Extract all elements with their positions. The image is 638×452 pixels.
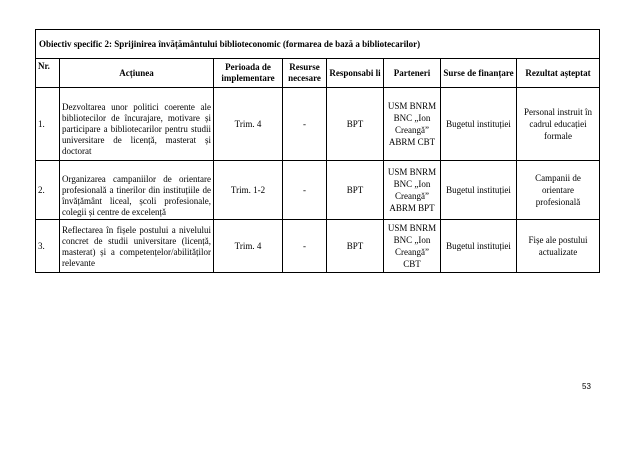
row-partners: USM BNRM BNC „Ion Creangă” CBT: [384, 220, 441, 273]
table-row: [36, 220, 600, 273]
row-action-text: Dezvoltarea unor politici coerente ale bibliotecilor de încurajare, motivare și participare a bibliotecarilor pentru studii universitare de licență, masterat și doctorat: [62, 102, 211, 156]
row-period: Trim. 4: [214, 220, 283, 273]
row-action-text: Reflectarea în fișele postului a nivelului concret de studii universitare (licență, masterat) și a competențelor/abilităților relevante: [62, 225, 211, 268]
row-responsible: BPT: [327, 220, 384, 273]
row-resources: -: [283, 161, 327, 220]
row-responsible: BPT: [327, 88, 384, 161]
row-action: [60, 88, 214, 161]
header-surse: Surse de finanțare: [441, 59, 517, 88]
table-row: [36, 88, 600, 161]
page-number: 53: [582, 382, 591, 391]
row-result: Personal instruit în cadrul educației formale: [517, 88, 600, 161]
section-title-row: [36, 30, 600, 59]
row-responsible: BPT: [327, 161, 384, 220]
row-period: Trim. 4: [214, 88, 283, 161]
row-action-text: Organizarea campaniilor de orientare profesională a tinerilor din instituțiile de învățământ liceal, școli profesionale, colegii și centre de excelență: [62, 173, 211, 217]
row-number: 2.: [36, 161, 60, 220]
row-resources: -: [283, 220, 327, 273]
header-row: [36, 59, 600, 88]
header-actiunea: Acțiunea: [60, 59, 214, 88]
section-title: Obiectiv specific 2: Sprijinirea învățământului biblioteconomic (formarea de bază a bibliotecarilor): [36, 30, 600, 59]
header-nr: Nr.: [36, 59, 60, 88]
row-funding: Bugetul instituției: [441, 161, 517, 220]
row-result: Campanii de orientare profesională: [517, 161, 600, 220]
row-number: 3.: [36, 220, 60, 273]
row-resources: -: [283, 88, 327, 161]
action-plan-table: [35, 29, 600, 273]
row-action: [60, 220, 214, 273]
row-period: Trim. 1-2: [214, 161, 283, 220]
row-result: Fișe ale postului actualizate: [517, 220, 600, 273]
table-row: [36, 161, 600, 220]
row-partners: USM BNRM BNC „Ion Creangă” ABRM BPT: [384, 161, 441, 220]
row-funding: Bugetul instituției: [441, 220, 517, 273]
row-partners: USM BNRM BNC „Ion Creangă” ABRM CBT: [384, 88, 441, 161]
row-number: 1.: [36, 88, 60, 161]
row-action: [60, 161, 214, 220]
header-responsabili: Responsabi li: [327, 59, 384, 88]
header-perioada: Perioada de implementare: [214, 59, 283, 88]
header-resurse: Resurse necesare: [283, 59, 327, 88]
header-parteneri: Parteneri: [384, 59, 441, 88]
header-rezultat: Rezultat așteptat: [517, 59, 600, 88]
row-funding: Bugetul instituției: [441, 88, 517, 161]
